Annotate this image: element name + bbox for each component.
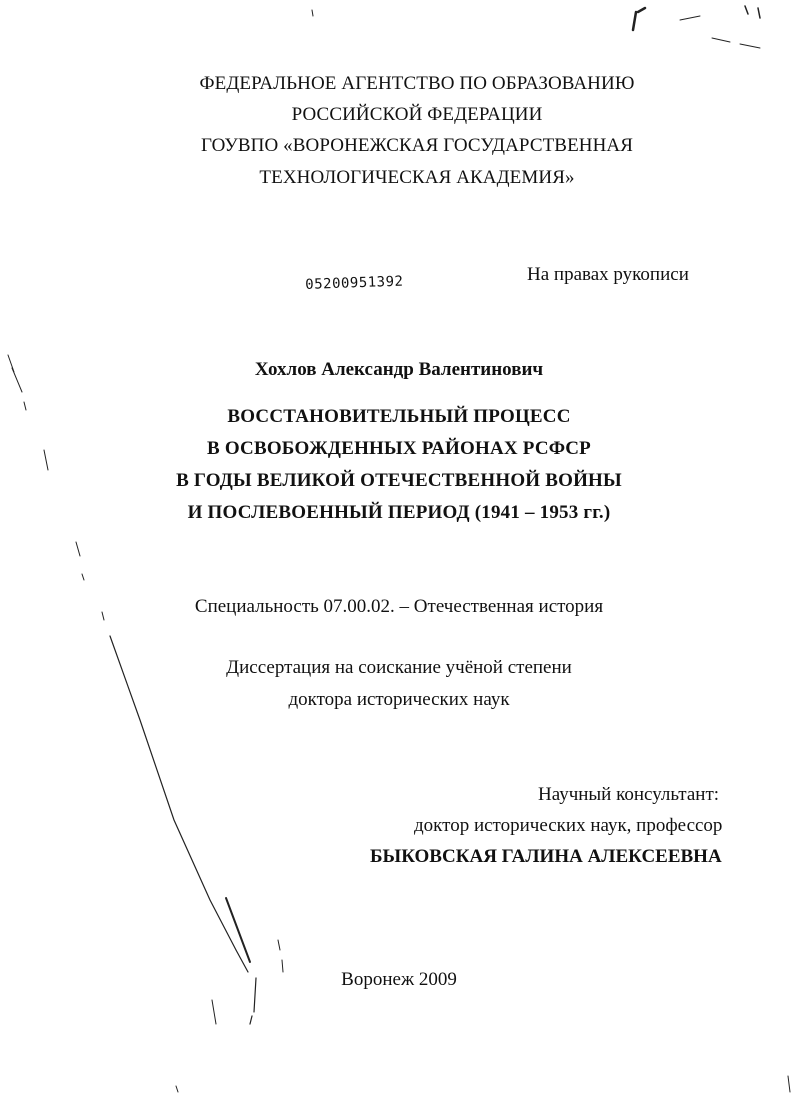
place-and-year: Воронеж 2009 [341, 969, 457, 990]
thesis-title-line-3: В ГОДЫ ВЕЛИКОЙ ОТЕЧЕСТВЕННОЙ ВОЙНЫ [176, 470, 622, 491]
consultant-name: БЫКОВСКАЯ ГАЛИНА АЛЕКСЕЕВНА [370, 846, 722, 867]
thesis-title-line-2: В ОСВОБОЖДЕННЫХ РАЙОНАХ РСФСР [207, 438, 591, 459]
organization-line-3: ГОУВПО «ВОРОНЕЖСКАЯ ГОСУДАРСТВЕННАЯ [200, 135, 634, 156]
organization-line-2: РОССИЙСКОЙ ФЕДЕРАЦИИ [291, 104, 543, 125]
consultant-credentials: доктор исторических наук, профессор [414, 815, 723, 836]
registration-number: 05200951392 [305, 273, 404, 293]
consultant-label: Научный консультант: [538, 784, 720, 805]
thesis-title-line-1: ВОССТАНОВИТЕЛЬНЫЙ ПРОЦЕСС [227, 406, 571, 427]
degree-line-1: Диссертация на соискание учёной степени [226, 657, 572, 678]
degree-line-2: доктора исторических наук [288, 689, 510, 710]
author-name: Хохлов Александр Валентинович [254, 359, 544, 380]
specialty: Специальность 07.00.02. – Отечественная история [194, 596, 604, 617]
organization-line-4: ТЕХНОЛОГИЧЕСКАЯ АКАДЕМИЯ» [259, 167, 575, 188]
thesis-title-line-4: И ПОСЛЕВОЕННЫЙ ПЕРИОД (1941 – 1953 гг.) [187, 502, 611, 523]
organization-line-1: ФЕДЕРАЛЬНОЕ АГЕНТСТВО ПО ОБРАЗОВАНИЮ [199, 73, 635, 94]
manuscript-note: На правах рукописи [527, 264, 689, 285]
